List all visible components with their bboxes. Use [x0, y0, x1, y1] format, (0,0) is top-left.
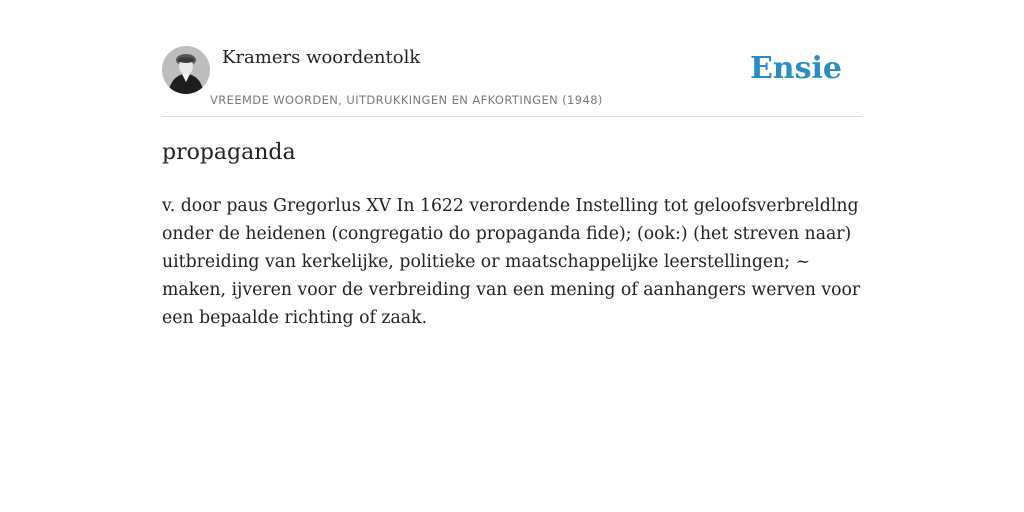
author-portrait-image — [162, 46, 210, 94]
source-header — [162, 46, 862, 117]
author-portrait-icon[interactable] — [162, 46, 210, 94]
entry-definition: v. door paus Gregorlus XV In 1622 verordende Instelling tot geloofsverbreldlng onder de heidenen (congregatio do propaganda fide); (ook:) (het streven naar) uitbreiding van kerkelijke, politieke or maatschappelijke leerstellingen; ~ maken, ijveren voor de verbreiding van een mening of aanhangers werven voor een bepaalde richting of zaak. — [162, 196, 861, 328]
source-subtitle: VREEMDE WOORDEN, UITDRUKKINGEN EN AFKORTINGEN (1948) — [210, 93, 603, 107]
brand-logo-link[interactable]: Ensie — [749, 51, 842, 86]
source-title-link[interactable]: Kramers woordentolk — [222, 47, 421, 68]
entry-headword: propaganda — [162, 140, 296, 165]
